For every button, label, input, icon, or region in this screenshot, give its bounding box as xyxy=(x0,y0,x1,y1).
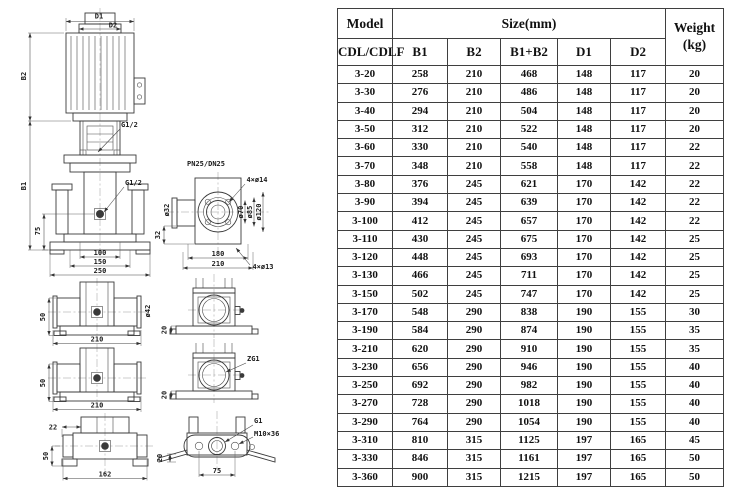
value-cell: 25 xyxy=(666,285,724,303)
value-cell: 468 xyxy=(501,66,558,84)
value-cell: 40 xyxy=(666,377,724,395)
oval-flange-detail xyxy=(156,411,279,477)
table-row xyxy=(338,340,724,358)
model-cell: 3-120 xyxy=(338,248,393,266)
value-cell: 810 xyxy=(393,431,448,449)
table-row xyxy=(338,102,724,120)
value-cell: 40 xyxy=(666,358,724,376)
value-cell: 148 xyxy=(558,120,611,138)
value-cell: 155 xyxy=(611,322,666,340)
model-cell: 3-60 xyxy=(338,139,393,157)
dim-label-20-oval: 20 xyxy=(156,453,164,463)
motor-fins xyxy=(71,36,125,110)
value-cell: 982 xyxy=(501,377,558,395)
value-cell: 486 xyxy=(501,84,558,102)
value-cell: 1125 xyxy=(501,431,558,449)
model-cell: 3-130 xyxy=(338,267,393,285)
value-cell: 245 xyxy=(448,267,501,285)
value-cell: 315 xyxy=(448,431,501,449)
value-cell: 764 xyxy=(393,413,448,431)
value-cell: 728 xyxy=(393,395,448,413)
value-cell: 290 xyxy=(448,358,501,376)
value-cell: 148 xyxy=(558,139,611,157)
col-header-b1b2: B1+B2 xyxy=(501,39,558,66)
value-cell: 142 xyxy=(611,175,666,193)
base-side-view-top xyxy=(39,278,152,346)
dim-label-50-sv3: 50 xyxy=(42,451,50,461)
col-header-b1: B1 xyxy=(393,39,448,66)
dia-label-stub: ø32 xyxy=(163,203,171,217)
table-row xyxy=(338,322,724,340)
port-detail-mid xyxy=(161,339,260,403)
table-row xyxy=(338,413,724,431)
value-cell: 197 xyxy=(558,450,611,468)
value-cell: 548 xyxy=(393,303,448,321)
drain-plug xyxy=(96,210,104,218)
model-cell: 3-310 xyxy=(338,431,393,449)
col-header-b2: B2 xyxy=(448,39,501,66)
dim-label-b2: B2 xyxy=(20,71,28,81)
value-cell: 290 xyxy=(448,340,501,358)
table-row xyxy=(338,84,724,102)
model-cell: 3-190 xyxy=(338,322,393,340)
value-cell: 190 xyxy=(558,413,611,431)
value-cell: 315 xyxy=(448,450,501,468)
value-cell: 394 xyxy=(393,194,448,212)
table-row xyxy=(338,230,724,248)
value-cell: 657 xyxy=(501,212,558,230)
flange-rating-label: PN25/DN25 xyxy=(187,160,225,168)
value-cell: 155 xyxy=(611,377,666,395)
value-cell: 22 xyxy=(666,157,724,175)
value-cell: 170 xyxy=(558,194,611,212)
value-cell: 210 xyxy=(448,139,501,157)
value-cell: 35 xyxy=(666,322,724,340)
value-cell: 711 xyxy=(501,267,558,285)
table-row xyxy=(338,175,724,193)
model-cell: 3-150 xyxy=(338,285,393,303)
value-cell: 35 xyxy=(666,340,724,358)
dim-label-75: 75 xyxy=(34,226,42,236)
value-cell: 20 xyxy=(666,66,724,84)
value-cell: 900 xyxy=(393,468,448,486)
dim-label-210-sv2: 210 xyxy=(90,401,104,410)
value-cell: 50 xyxy=(666,468,724,486)
value-cell: 584 xyxy=(393,322,448,340)
dim-label-50-sv1: 50 xyxy=(39,312,47,322)
dia-label-85: ø85 xyxy=(246,205,254,219)
value-cell: 290 xyxy=(448,322,501,340)
value-cell: 155 xyxy=(611,395,666,413)
value-cell: 1215 xyxy=(501,468,558,486)
value-cell: 148 xyxy=(558,66,611,84)
table-row xyxy=(338,139,724,157)
dimension-table xyxy=(337,8,724,487)
value-cell: 1018 xyxy=(501,395,558,413)
dim-label-d2: D2 xyxy=(108,21,118,30)
pump-technical-drawing xyxy=(0,0,335,500)
value-cell: 165 xyxy=(611,431,666,449)
value-cell: 245 xyxy=(448,230,501,248)
dim-label-210-sv1: 210 xyxy=(90,335,104,344)
value-cell: 846 xyxy=(393,450,448,468)
value-cell: 1161 xyxy=(501,450,558,468)
table-row xyxy=(338,358,724,376)
value-cell: 155 xyxy=(611,358,666,376)
value-cell: 430 xyxy=(393,230,448,248)
col-header-model: Model xyxy=(338,9,393,39)
value-cell: 142 xyxy=(611,267,666,285)
dim-label-20-pd1: 20 xyxy=(160,325,169,335)
table-row xyxy=(338,248,724,266)
base-side-view-mid xyxy=(39,344,148,412)
table-row xyxy=(338,267,724,285)
value-cell: 117 xyxy=(611,157,666,175)
value-cell: 190 xyxy=(558,340,611,358)
value-cell: 946 xyxy=(501,358,558,376)
value-cell: 258 xyxy=(393,66,448,84)
value-cell: 675 xyxy=(501,230,558,248)
value-cell: 22 xyxy=(666,139,724,157)
table-row xyxy=(338,194,724,212)
value-cell: 155 xyxy=(611,413,666,431)
thread-label-g12-lower: G1/2 xyxy=(125,179,142,187)
value-cell: 197 xyxy=(558,468,611,486)
table-row xyxy=(338,66,724,84)
value-cell: 621 xyxy=(501,175,558,193)
value-cell: 910 xyxy=(501,340,558,358)
value-cell: 117 xyxy=(611,102,666,120)
value-cell: 170 xyxy=(558,248,611,266)
value-cell: 294 xyxy=(393,102,448,120)
dimension-table-body xyxy=(338,66,724,487)
value-cell: 312 xyxy=(393,120,448,138)
table-row xyxy=(338,120,724,138)
value-cell: 40 xyxy=(666,413,724,431)
dim-label-22: 22 xyxy=(48,423,58,432)
value-cell: 148 xyxy=(558,102,611,120)
value-cell: 20 xyxy=(666,84,724,102)
value-cell: 330 xyxy=(393,139,448,157)
model-cell: 3-110 xyxy=(338,230,393,248)
value-cell: 20 xyxy=(666,102,724,120)
value-cell: 148 xyxy=(558,84,611,102)
value-cell: 142 xyxy=(611,212,666,230)
value-cell: 290 xyxy=(448,413,501,431)
bolt-holes-label-lower: 4×ø13 xyxy=(252,263,274,271)
value-cell: 117 xyxy=(611,84,666,102)
value-cell: 210 xyxy=(448,120,501,138)
value-cell: 170 xyxy=(558,212,611,230)
flange-top-view xyxy=(154,160,274,271)
value-cell: 502 xyxy=(393,285,448,303)
value-cell: 290 xyxy=(448,377,501,395)
table-row xyxy=(338,468,724,486)
dim-label-20-pd2: 20 xyxy=(160,390,169,400)
dim-label-162: 162 xyxy=(98,470,112,479)
value-cell: 190 xyxy=(558,322,611,340)
value-cell: 170 xyxy=(558,175,611,193)
bolt-holes-label-upper: 4×ø14 xyxy=(246,176,268,184)
value-cell: 639 xyxy=(501,194,558,212)
value-cell: 190 xyxy=(558,395,611,413)
col-header-d1: D1 xyxy=(558,39,611,66)
model-cell: 3-100 xyxy=(338,212,393,230)
value-cell: 693 xyxy=(501,248,558,266)
model-cell: 3-170 xyxy=(338,303,393,321)
model-cell: 3-40 xyxy=(338,102,393,120)
value-cell: 142 xyxy=(611,194,666,212)
dia-label-70: ø70 xyxy=(237,205,245,219)
value-cell: 45 xyxy=(666,431,724,449)
value-cell: 210 xyxy=(448,66,501,84)
value-cell: 40 xyxy=(666,395,724,413)
front-view xyxy=(20,8,150,277)
value-cell: 245 xyxy=(448,212,501,230)
value-cell: 22 xyxy=(666,212,724,230)
value-cell: 276 xyxy=(393,84,448,102)
table-row xyxy=(338,212,724,230)
value-cell: 692 xyxy=(393,377,448,395)
col-header-weight xyxy=(666,9,724,66)
model-cell: 3-70 xyxy=(338,157,393,175)
value-cell: 142 xyxy=(611,248,666,266)
table-row xyxy=(338,377,724,395)
value-cell: 245 xyxy=(448,285,501,303)
dim-label-150: 150 xyxy=(93,258,107,266)
value-cell: 315 xyxy=(448,468,501,486)
value-cell: 25 xyxy=(666,267,724,285)
table-row xyxy=(338,431,724,449)
value-cell: 170 xyxy=(558,230,611,248)
model-cell: 3-20 xyxy=(338,66,393,84)
dim-label-32: 32 xyxy=(154,230,162,240)
value-cell: 165 xyxy=(611,468,666,486)
value-cell: 165 xyxy=(611,450,666,468)
value-cell: 522 xyxy=(501,120,558,138)
value-cell: 142 xyxy=(611,285,666,303)
dim-label-210-flange: 210 xyxy=(211,260,225,268)
value-cell: 290 xyxy=(448,303,501,321)
model-cell: 3-360 xyxy=(338,468,393,486)
dim-label-b1: B1 xyxy=(20,181,28,191)
model-cell: 3-230 xyxy=(338,358,393,376)
value-cell: 22 xyxy=(666,175,724,193)
model-cell: 3-90 xyxy=(338,194,393,212)
value-cell: 190 xyxy=(558,358,611,376)
value-cell: 466 xyxy=(393,267,448,285)
value-cell: 1054 xyxy=(501,413,558,431)
value-cell: 25 xyxy=(666,230,724,248)
thread-label-g1: G1 xyxy=(254,417,263,425)
value-cell: 558 xyxy=(501,157,558,175)
table-row xyxy=(338,303,724,321)
table-row xyxy=(338,157,724,175)
thread-label-zg1: ZG1 xyxy=(247,355,260,363)
dia-label-120: ø120 xyxy=(255,203,263,221)
model-cell: 3-250 xyxy=(338,377,393,395)
table-row xyxy=(338,450,724,468)
col-header-series: CDL/CDLF xyxy=(338,39,393,66)
model-cell: 3-50 xyxy=(338,120,393,138)
port-detail-top xyxy=(161,274,259,338)
model-cell: 3-80 xyxy=(338,175,393,193)
value-cell: 170 xyxy=(558,267,611,285)
value-cell: 504 xyxy=(501,102,558,120)
table-row xyxy=(338,285,724,303)
value-cell: 412 xyxy=(393,212,448,230)
value-cell: 22 xyxy=(666,194,724,212)
model-cell: 3-330 xyxy=(338,450,393,468)
base-side-view-bottom xyxy=(42,413,155,481)
value-cell: 210 xyxy=(448,102,501,120)
dim-label-180: 180 xyxy=(211,250,225,258)
value-cell: 148 xyxy=(558,157,611,175)
dim-label-75-oval: 75 xyxy=(212,467,222,475)
value-cell: 838 xyxy=(501,303,558,321)
weight-label-line1: Weight xyxy=(673,20,716,36)
col-header-d2: D2 xyxy=(611,39,666,66)
value-cell: 210 xyxy=(448,157,501,175)
weight-label-line2: (kg) xyxy=(682,37,707,52)
model-cell: 3-290 xyxy=(338,413,393,431)
model-cell: 3-210 xyxy=(338,340,393,358)
value-cell: 155 xyxy=(611,303,666,321)
value-cell: 142 xyxy=(611,230,666,248)
model-cell: 3-30 xyxy=(338,84,393,102)
value-cell: 448 xyxy=(393,248,448,266)
value-cell: 874 xyxy=(501,322,558,340)
value-cell: 117 xyxy=(611,139,666,157)
thread-label-g12-upper: G1/2 xyxy=(121,121,138,129)
value-cell: 170 xyxy=(558,285,611,303)
value-cell: 245 xyxy=(448,175,501,193)
dim-label-100: 100 xyxy=(93,249,107,257)
value-cell: 190 xyxy=(558,377,611,395)
value-cell: 117 xyxy=(611,66,666,84)
col-header-size: Size(mm) xyxy=(393,9,666,39)
value-cell: 290 xyxy=(448,395,501,413)
dim-label-d1: D1 xyxy=(94,12,104,21)
value-cell: 197 xyxy=(558,431,611,449)
value-cell: 210 xyxy=(448,84,501,102)
dia-label-42: ø42 xyxy=(144,304,152,318)
bolt-label-m10x36: M10×36 xyxy=(254,430,280,438)
value-cell: 376 xyxy=(393,175,448,193)
value-cell: 50 xyxy=(666,450,724,468)
dim-label-250: 250 xyxy=(93,267,107,275)
value-cell: 25 xyxy=(666,248,724,266)
table-row xyxy=(338,395,724,413)
value-cell: 245 xyxy=(448,248,501,266)
value-cell: 20 xyxy=(666,120,724,138)
value-cell: 656 xyxy=(393,358,448,376)
value-cell: 620 xyxy=(393,340,448,358)
value-cell: 348 xyxy=(393,157,448,175)
value-cell: 245 xyxy=(448,194,501,212)
value-cell: 30 xyxy=(666,303,724,321)
value-cell: 190 xyxy=(558,303,611,321)
value-cell: 155 xyxy=(611,340,666,358)
model-cell: 3-270 xyxy=(338,395,393,413)
dim-label-50-sv2: 50 xyxy=(39,378,47,388)
value-cell: 117 xyxy=(611,120,666,138)
value-cell: 747 xyxy=(501,285,558,303)
value-cell: 540 xyxy=(501,139,558,157)
